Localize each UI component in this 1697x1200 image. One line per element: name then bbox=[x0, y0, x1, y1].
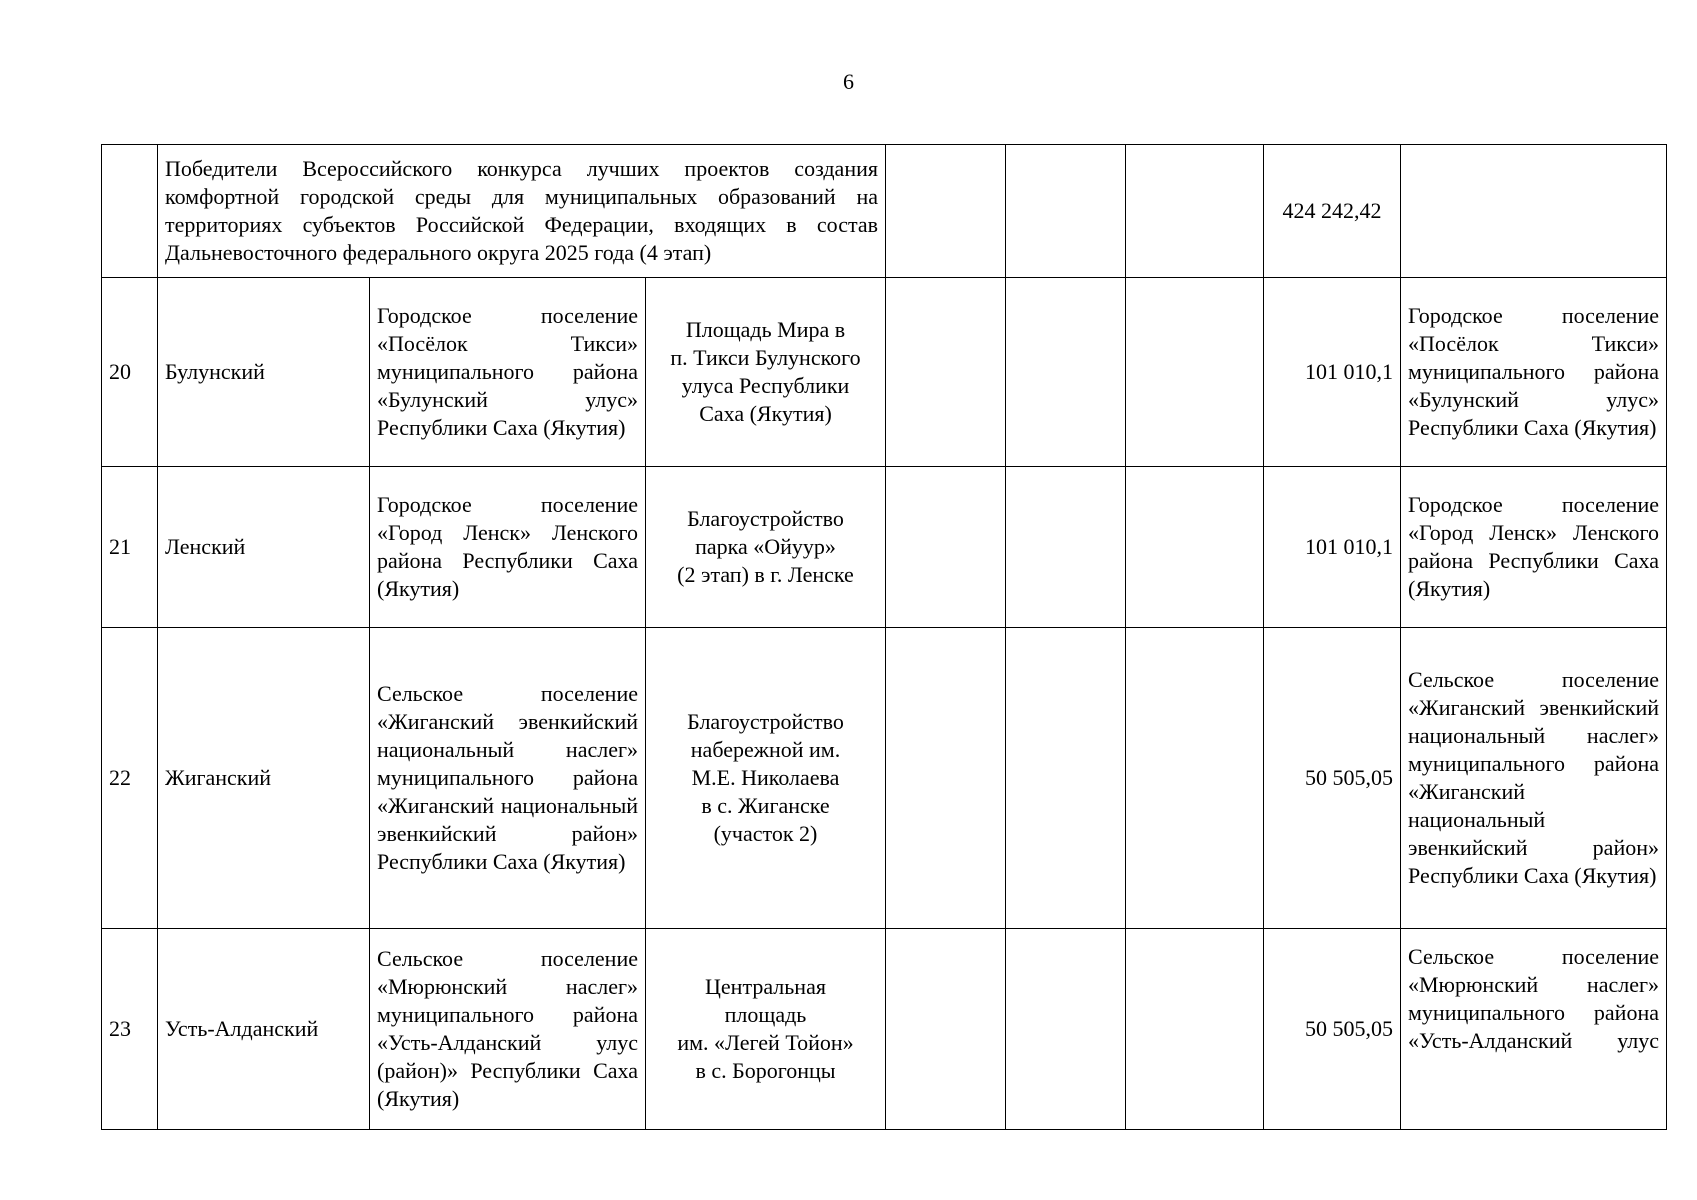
empty-cell bbox=[1126, 628, 1264, 929]
recipient-name: Городское поселение «Посёлок Тикси» муниципального района «Булунский улус» Республики Саха (Якутия) bbox=[1401, 278, 1667, 467]
empty-cell bbox=[1006, 467, 1126, 628]
recipient-name: Сельское поселение «Мюрюнский наслег» муниципального района «Усть-Алданский улус bbox=[1401, 929, 1667, 1130]
recipient-name: Сельское поселение «Жиганский эвенкийский национальный наслег» муниципального района «Жиганский национальный эвенкийский район» Республики Саха (Якутия) bbox=[1401, 628, 1667, 929]
amount: 50 505,05 bbox=[1264, 628, 1401, 929]
empty-cell bbox=[1401, 145, 1667, 278]
empty-cell bbox=[1006, 278, 1126, 467]
empty-cell bbox=[886, 145, 1006, 278]
empty-cell bbox=[1006, 628, 1126, 929]
row-number: 20 bbox=[102, 278, 158, 467]
page-number: 6 bbox=[843, 69, 854, 94]
municipality-name: Сельское поселение «Жиганский эвенкийский национальный наслег» муниципального района «Жиганский национальный эвенкийский район» Республики Саха (Якутия) bbox=[370, 628, 646, 929]
empty-cell bbox=[886, 467, 1006, 628]
district-name: Булунский bbox=[158, 278, 370, 467]
amount: 50 505,05 bbox=[1264, 929, 1401, 1130]
group-header-row bbox=[102, 145, 1667, 278]
row-number: 22 bbox=[102, 628, 158, 929]
row-number: 23 bbox=[102, 929, 158, 1130]
recipient-name: Городское поселение «Город Ленск» Ленского района Республики Саха (Якутия) bbox=[1401, 467, 1667, 628]
district-name: Ленский bbox=[158, 467, 370, 628]
municipality-name: Городское поселение «Посёлок Тикси» муниципального района «Булунский улус» Республики Саха (Якутия) bbox=[370, 278, 646, 467]
group-amount: 424 242,42 bbox=[1264, 145, 1401, 278]
group-title: Победители Всероссийского конкурса лучших проектов создания комфортной городской среды для муниципальных образований на территориях субъектов Российской Федерации, входящих в состав Дальневосточного федерального округа 2025 года (4 этап) bbox=[158, 145, 886, 278]
table-row bbox=[102, 628, 1667, 929]
empty-cell bbox=[1126, 145, 1264, 278]
project-name: Благоустройство парка «Ойуур» (2 этап) в г. Ленске bbox=[646, 467, 886, 628]
table-row bbox=[102, 278, 1667, 467]
project-name: Центральная площадь им. «Легей Тойон» в с. Борогонцы bbox=[646, 929, 886, 1130]
group-number-cell bbox=[102, 145, 158, 278]
empty-cell bbox=[1006, 145, 1126, 278]
empty-cell bbox=[1126, 929, 1264, 1130]
empty-cell bbox=[886, 628, 1006, 929]
allocation-table bbox=[101, 144, 1667, 1130]
empty-cell bbox=[886, 278, 1006, 467]
district-name: Жиганский bbox=[158, 628, 370, 929]
table-row bbox=[102, 467, 1667, 628]
empty-cell bbox=[1126, 467, 1264, 628]
municipality-name: Городское поселение «Город Ленск» Ленского района Республики Саха (Якутия) bbox=[370, 467, 646, 628]
empty-cell bbox=[1126, 278, 1264, 467]
table-row bbox=[102, 929, 1667, 1130]
amount: 101 010,1 bbox=[1264, 467, 1401, 628]
empty-cell bbox=[1006, 929, 1126, 1130]
row-number: 21 bbox=[102, 467, 158, 628]
project-name: Благоустройство набережной им. М.Е. Николаева в с. Жиганске (участок 2) bbox=[646, 628, 886, 929]
municipality-name: Сельское поселение «Мюрюнский наслег» муниципального района «Усть-Алданский улус (район)» Республики Саха (Якутия) bbox=[370, 929, 646, 1130]
project-name: Площадь Мира в п. Тикси Булунского улуса Республики Саха (Якутия) bbox=[646, 278, 886, 467]
amount: 101 010,1 bbox=[1264, 278, 1401, 467]
empty-cell bbox=[886, 929, 1006, 1130]
district-name: Усть-Алданский bbox=[158, 929, 370, 1130]
